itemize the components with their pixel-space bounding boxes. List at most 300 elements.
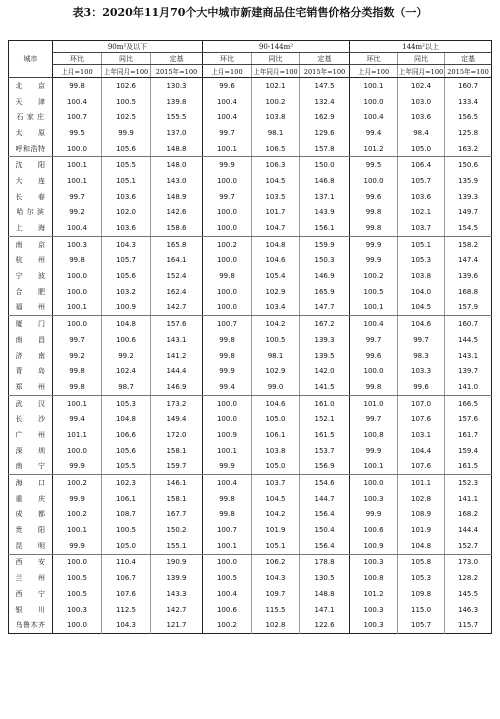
index-value: 142.7 [151, 300, 203, 316]
index-value: 102.5 [102, 109, 151, 125]
index-value: 100.3 [350, 617, 398, 633]
index-value: 100.7 [53, 109, 102, 125]
table-row [9, 475, 492, 491]
table-row [9, 554, 492, 570]
index-value: 158.1 [151, 443, 203, 459]
index-value: 105.5 [102, 459, 151, 475]
index-value: 150.2 [151, 522, 203, 538]
index-value: 99.8 [350, 379, 398, 395]
index-value: 100.3 [350, 554, 398, 570]
index-value: 102.0 [102, 205, 151, 221]
index-value: 100.7 [203, 522, 252, 538]
table-row [9, 617, 492, 633]
subheader-yoy: 同比 [102, 53, 151, 65]
index-value: 133.4 [445, 94, 492, 110]
index-value: 152.7 [445, 538, 492, 554]
index-value: 102.4 [398, 78, 445, 94]
index-value: 100.0 [53, 554, 102, 570]
index-value: 100.1 [53, 395, 102, 411]
city-name: 成 都 [15, 510, 46, 519]
index-value: 99.9 [350, 253, 398, 269]
index-value: 103.3 [398, 363, 445, 379]
index-value: 98.4 [398, 125, 445, 141]
base-label: 上月=100 [53, 65, 102, 78]
table-row [9, 427, 492, 443]
index-value: 150.0 [300, 157, 350, 173]
index-value: 101.9 [252, 522, 300, 538]
city-name: 深 圳 [15, 446, 46, 455]
index-value: 104.6 [398, 316, 445, 332]
city-name: 北 京 [15, 81, 46, 90]
index-value: 157.8 [300, 141, 350, 157]
index-value: 103.7 [398, 220, 445, 236]
city-name: 南 京 [15, 240, 46, 249]
index-value: 99.8 [203, 507, 252, 523]
index-value: 104.3 [252, 570, 300, 586]
index-value: 99.7 [350, 411, 398, 427]
index-value: 100.4 [203, 586, 252, 602]
index-value: 156.5 [445, 109, 492, 125]
index-value: 122.6 [300, 617, 350, 633]
city-name: 贵 阳 [15, 526, 46, 535]
table-row [9, 586, 492, 602]
index-value: 162.4 [151, 284, 203, 300]
index-value: 104.0 [398, 284, 445, 300]
index-value: 141.1 [445, 491, 492, 507]
index-value: 99.7 [203, 189, 252, 205]
index-value: 105.6 [102, 268, 151, 284]
city-name: 哈 尔 滨 [16, 208, 45, 217]
index-value: 105.0 [252, 411, 300, 427]
city-name: 昆 明 [9, 538, 53, 554]
index-value: 99.5 [350, 157, 398, 173]
group-header: 90-144m² [203, 41, 350, 53]
city-name: 长 沙 [15, 415, 46, 424]
index-value: 103.2 [102, 284, 151, 300]
index-value: 150.4 [300, 522, 350, 538]
index-value: 152.3 [445, 475, 492, 491]
index-value: 173.0 [445, 554, 492, 570]
index-value: 106.2 [252, 554, 300, 570]
index-value: 135.9 [445, 173, 492, 189]
city-name: 厦 门 [15, 320, 46, 329]
index-value: 139.8 [151, 94, 203, 110]
index-value: 105.3 [398, 253, 445, 269]
city-name: 合 肥 [15, 287, 46, 296]
index-value: 101.1 [53, 427, 102, 443]
index-value: 146.8 [300, 173, 350, 189]
index-value: 139.7 [445, 363, 492, 379]
index-value: 99.6 [350, 348, 398, 364]
index-value: 115.0 [398, 602, 445, 618]
index-value: 104.3 [102, 236, 151, 252]
index-value: 100.4 [203, 475, 252, 491]
index-value: 125.8 [445, 125, 492, 141]
city-name: 呼和浩特 [9, 141, 53, 157]
index-value: 142.0 [300, 363, 350, 379]
index-value: 147.1 [300, 602, 350, 618]
city-name: 南 宁 [9, 459, 53, 475]
index-value: 100.0 [350, 475, 398, 491]
table-row [9, 125, 492, 141]
index-value: 105.3 [398, 570, 445, 586]
index-value: 103.6 [398, 189, 445, 205]
table-row [9, 348, 492, 364]
base-label: 上月=100 [350, 65, 398, 78]
index-value: 100.2 [350, 268, 398, 284]
index-value: 100.1 [350, 300, 398, 316]
index-value: 99.7 [53, 332, 102, 348]
index-value: 146.9 [300, 268, 350, 284]
index-value: 99.9 [350, 236, 398, 252]
index-value: 100.9 [350, 538, 398, 554]
index-value: 99.8 [203, 332, 252, 348]
index-value: 137.0 [151, 125, 203, 141]
base-label: 上年同月=100 [398, 65, 445, 78]
index-value: 99.8 [203, 268, 252, 284]
index-value: 100.0 [203, 300, 252, 316]
index-value: 159.7 [151, 459, 203, 475]
index-value: 109.7 [252, 586, 300, 602]
table-row [9, 157, 492, 173]
base-label: 上月=100 [203, 65, 252, 78]
index-value: 98.1 [252, 125, 300, 141]
index-value: 106.6 [102, 427, 151, 443]
index-value: 103.1 [398, 427, 445, 443]
index-value: 144.5 [445, 332, 492, 348]
index-value: 156.4 [300, 538, 350, 554]
index-value: 158.6 [151, 220, 203, 236]
index-value: 100.5 [102, 94, 151, 110]
index-value: 99.9 [53, 538, 102, 554]
index-value: 99.9 [53, 491, 102, 507]
index-value: 143.3 [151, 586, 203, 602]
index-value: 100.1 [203, 141, 252, 157]
index-value: 100.0 [203, 554, 252, 570]
index-value: 121.7 [151, 617, 203, 633]
price-index-table [8, 40, 492, 634]
index-value: 100.0 [53, 316, 102, 332]
table-row [9, 78, 492, 94]
index-value: 99.7 [53, 189, 102, 205]
index-value: 102.9 [252, 284, 300, 300]
index-value: 102.3 [102, 475, 151, 491]
index-value: 100.4 [203, 109, 252, 125]
index-value: 100.1 [53, 522, 102, 538]
index-value: 100.3 [53, 236, 102, 252]
index-value: 100.6 [102, 332, 151, 348]
index-value: 159.4 [445, 443, 492, 459]
index-value: 103.0 [398, 94, 445, 110]
index-value: 100.1 [350, 78, 398, 94]
index-value: 101.1 [398, 475, 445, 491]
index-value: 139.3 [445, 189, 492, 205]
index-value: 148.9 [151, 189, 203, 205]
index-value: 100.0 [53, 141, 102, 157]
index-value: 108.9 [398, 507, 445, 523]
index-value: 104.4 [398, 443, 445, 459]
index-value: 156.1 [300, 220, 350, 236]
table-row [9, 205, 492, 221]
index-value: 99.8 [203, 491, 252, 507]
city-name: 上 海 [9, 220, 53, 236]
index-value: 100.3 [350, 491, 398, 507]
table-row [9, 443, 492, 459]
index-value: 99.9 [102, 125, 151, 141]
index-value: 105.6 [102, 443, 151, 459]
index-value: 104.8 [102, 411, 151, 427]
index-value: 141.2 [151, 348, 203, 364]
index-value: 143.0 [151, 173, 203, 189]
index-value: 100.4 [350, 316, 398, 332]
index-value: 161.5 [300, 427, 350, 443]
index-value: 154.5 [445, 220, 492, 236]
index-value: 100.1 [203, 538, 252, 554]
index-value: 132.4 [300, 94, 350, 110]
index-value: 104.6 [252, 395, 300, 411]
index-value: 100.0 [203, 173, 252, 189]
index-value: 100.1 [53, 173, 102, 189]
index-value: 156.4 [300, 507, 350, 523]
table-row [9, 332, 492, 348]
index-value: 128.2 [445, 570, 492, 586]
index-value: 157.6 [151, 316, 203, 332]
index-value: 156.9 [300, 459, 350, 475]
index-value: 100.5 [53, 570, 102, 586]
index-value: 100.0 [53, 443, 102, 459]
base-label: 上年同月=100 [102, 65, 151, 78]
city-name: 西 安 [15, 558, 46, 567]
index-value: 102.6 [102, 78, 151, 94]
index-value: 100.1 [350, 459, 398, 475]
index-value: 100.1 [203, 443, 252, 459]
index-value: 100.4 [203, 94, 252, 110]
index-value: 99.6 [203, 78, 252, 94]
index-value: 102.8 [252, 617, 300, 633]
index-value: 115.5 [252, 602, 300, 618]
index-value: 100.3 [53, 602, 102, 618]
index-value: 102.1 [398, 205, 445, 221]
subheader-mom: 环比 [53, 53, 102, 65]
city-name: 宁 波 [15, 272, 46, 281]
index-value: 162.9 [300, 109, 350, 125]
index-value: 161.5 [445, 459, 492, 475]
table-row [9, 538, 492, 554]
index-value: 160.7 [445, 316, 492, 332]
index-value: 178.8 [300, 554, 350, 570]
index-value: 103.5 [252, 189, 300, 205]
city-name: 天 津 [15, 97, 46, 106]
index-value: 102.4 [102, 363, 151, 379]
index-value: 99.5 [53, 125, 102, 141]
index-value: 100.2 [203, 236, 252, 252]
index-value: 104.6 [252, 253, 300, 269]
index-value: 110.4 [102, 554, 151, 570]
index-value: 163.2 [445, 141, 492, 157]
index-value: 98.3 [398, 348, 445, 364]
index-value: 99.7 [203, 125, 252, 141]
index-value: 99.6 [350, 189, 398, 205]
table-row [9, 522, 492, 538]
index-value: 99.9 [53, 459, 102, 475]
index-value: 101.0 [350, 395, 398, 411]
index-value: 105.3 [102, 395, 151, 411]
city-name: 青 岛 [15, 367, 46, 376]
index-value: 100.5 [203, 570, 252, 586]
index-value: 99.9 [350, 443, 398, 459]
table-row [9, 459, 492, 475]
city-name: 太 原 [15, 128, 46, 137]
index-value: 154.6 [300, 475, 350, 491]
city-name: 西 宁 [15, 589, 46, 598]
index-value: 142.7 [151, 602, 203, 618]
index-value: 100.2 [252, 94, 300, 110]
index-value: 100.3 [350, 602, 398, 618]
index-value: 105.8 [398, 554, 445, 570]
subheader-base: 定基 [445, 53, 492, 65]
table-row [9, 379, 492, 395]
index-value: 99.9 [350, 507, 398, 523]
index-value: 161.0 [300, 395, 350, 411]
index-value: 99.4 [53, 411, 102, 427]
city-name: 海 口 [15, 479, 46, 488]
index-value: 99.4 [350, 125, 398, 141]
index-value: 100.0 [53, 268, 102, 284]
index-value: 164.1 [151, 253, 203, 269]
index-value: 105.7 [102, 253, 151, 269]
index-value: 104.2 [252, 507, 300, 523]
index-value: 101.2 [350, 141, 398, 157]
index-value: 100.6 [350, 522, 398, 538]
index-value: 107.6 [398, 459, 445, 475]
table-body [9, 78, 492, 634]
index-value: 130.5 [300, 570, 350, 586]
index-value: 147.4 [445, 253, 492, 269]
index-value: 100.0 [53, 284, 102, 300]
index-value: 103.8 [252, 443, 300, 459]
index-value: 137.1 [300, 189, 350, 205]
table-row [9, 491, 492, 507]
table-row [9, 173, 492, 189]
index-value: 139.9 [151, 570, 203, 586]
index-value: 103.4 [252, 300, 300, 316]
index-value: 145.5 [445, 586, 492, 602]
index-value: 160.7 [445, 78, 492, 94]
index-value: 161.7 [445, 427, 492, 443]
index-value: 165.9 [300, 284, 350, 300]
index-value: 101.9 [398, 522, 445, 538]
index-value: 139.6 [445, 268, 492, 284]
subheader-mom: 环比 [350, 53, 398, 65]
index-value: 148.0 [151, 157, 203, 173]
index-value: 100.5 [53, 586, 102, 602]
city-name: 济 南 [15, 351, 46, 360]
table-row [9, 570, 492, 586]
index-value: 105.4 [252, 268, 300, 284]
index-value: 99.2 [53, 348, 102, 364]
index-value: 99.9 [203, 459, 252, 475]
index-value: 147.7 [300, 300, 350, 316]
table-row [9, 253, 492, 269]
index-value: 99.9 [203, 363, 252, 379]
index-value: 146.9 [151, 379, 203, 395]
table-row [9, 316, 492, 332]
index-value: 155.5 [151, 109, 203, 125]
subheader-yoy: 同比 [252, 53, 300, 65]
index-value: 167.2 [300, 316, 350, 332]
index-value: 100.2 [53, 475, 102, 491]
table-row [9, 268, 492, 284]
index-value: 99.8 [53, 253, 102, 269]
index-value: 172.0 [151, 427, 203, 443]
index-value: 143.1 [445, 348, 492, 364]
index-value: 190.9 [151, 554, 203, 570]
index-value: 173.2 [151, 395, 203, 411]
index-value: 103.8 [398, 268, 445, 284]
index-value: 104.8 [252, 236, 300, 252]
table-row [9, 141, 492, 157]
index-value: 99.8 [350, 220, 398, 236]
index-value: 100.0 [350, 363, 398, 379]
index-value: 99.2 [53, 205, 102, 221]
index-value: 107.6 [398, 411, 445, 427]
table-row [9, 189, 492, 205]
index-value: 99.9 [203, 157, 252, 173]
index-value: 144.4 [445, 522, 492, 538]
index-value: 105.1 [252, 538, 300, 554]
index-value: 150.3 [300, 253, 350, 269]
index-value: 99.7 [350, 332, 398, 348]
base-label: 2015年=100 [300, 65, 350, 78]
index-value: 100.0 [203, 253, 252, 269]
index-value: 100.8 [350, 427, 398, 443]
index-value: 99.2 [102, 348, 151, 364]
index-value: 153.7 [300, 443, 350, 459]
index-value: 147.5 [300, 78, 350, 94]
index-value: 105.0 [252, 459, 300, 475]
index-value: 104.5 [252, 173, 300, 189]
table-row [9, 220, 492, 236]
table-row [9, 236, 492, 252]
index-value: 100.5 [350, 284, 398, 300]
index-value: 141.0 [445, 379, 492, 395]
index-value: 106.3 [252, 157, 300, 173]
index-value: 100.1 [53, 300, 102, 316]
index-value: 99.8 [53, 363, 102, 379]
index-value: 100.0 [53, 617, 102, 633]
index-value: 99.8 [53, 379, 102, 395]
index-value: 105.7 [398, 617, 445, 633]
city-name: 广 州 [15, 430, 46, 439]
index-value: 107.0 [398, 395, 445, 411]
subheader-yoy: 同比 [398, 53, 445, 65]
index-value: 99.8 [350, 205, 398, 221]
index-value: 166.5 [445, 395, 492, 411]
index-value: 100.4 [350, 109, 398, 125]
index-value: 143.1 [151, 332, 203, 348]
group-header: 90m²及以下 [53, 41, 203, 53]
city-name: 兰 州 [15, 574, 46, 583]
city-name: 长 春 [15, 192, 46, 201]
index-value: 98.1 [252, 348, 300, 364]
subheader-mom: 环比 [203, 53, 252, 65]
index-value: 100.0 [350, 94, 398, 110]
index-value: 105.1 [102, 173, 151, 189]
city-name: 武 汉 [15, 399, 46, 408]
index-value: 99.0 [252, 379, 300, 395]
index-value: 100.9 [203, 427, 252, 443]
index-value: 103.6 [102, 189, 151, 205]
